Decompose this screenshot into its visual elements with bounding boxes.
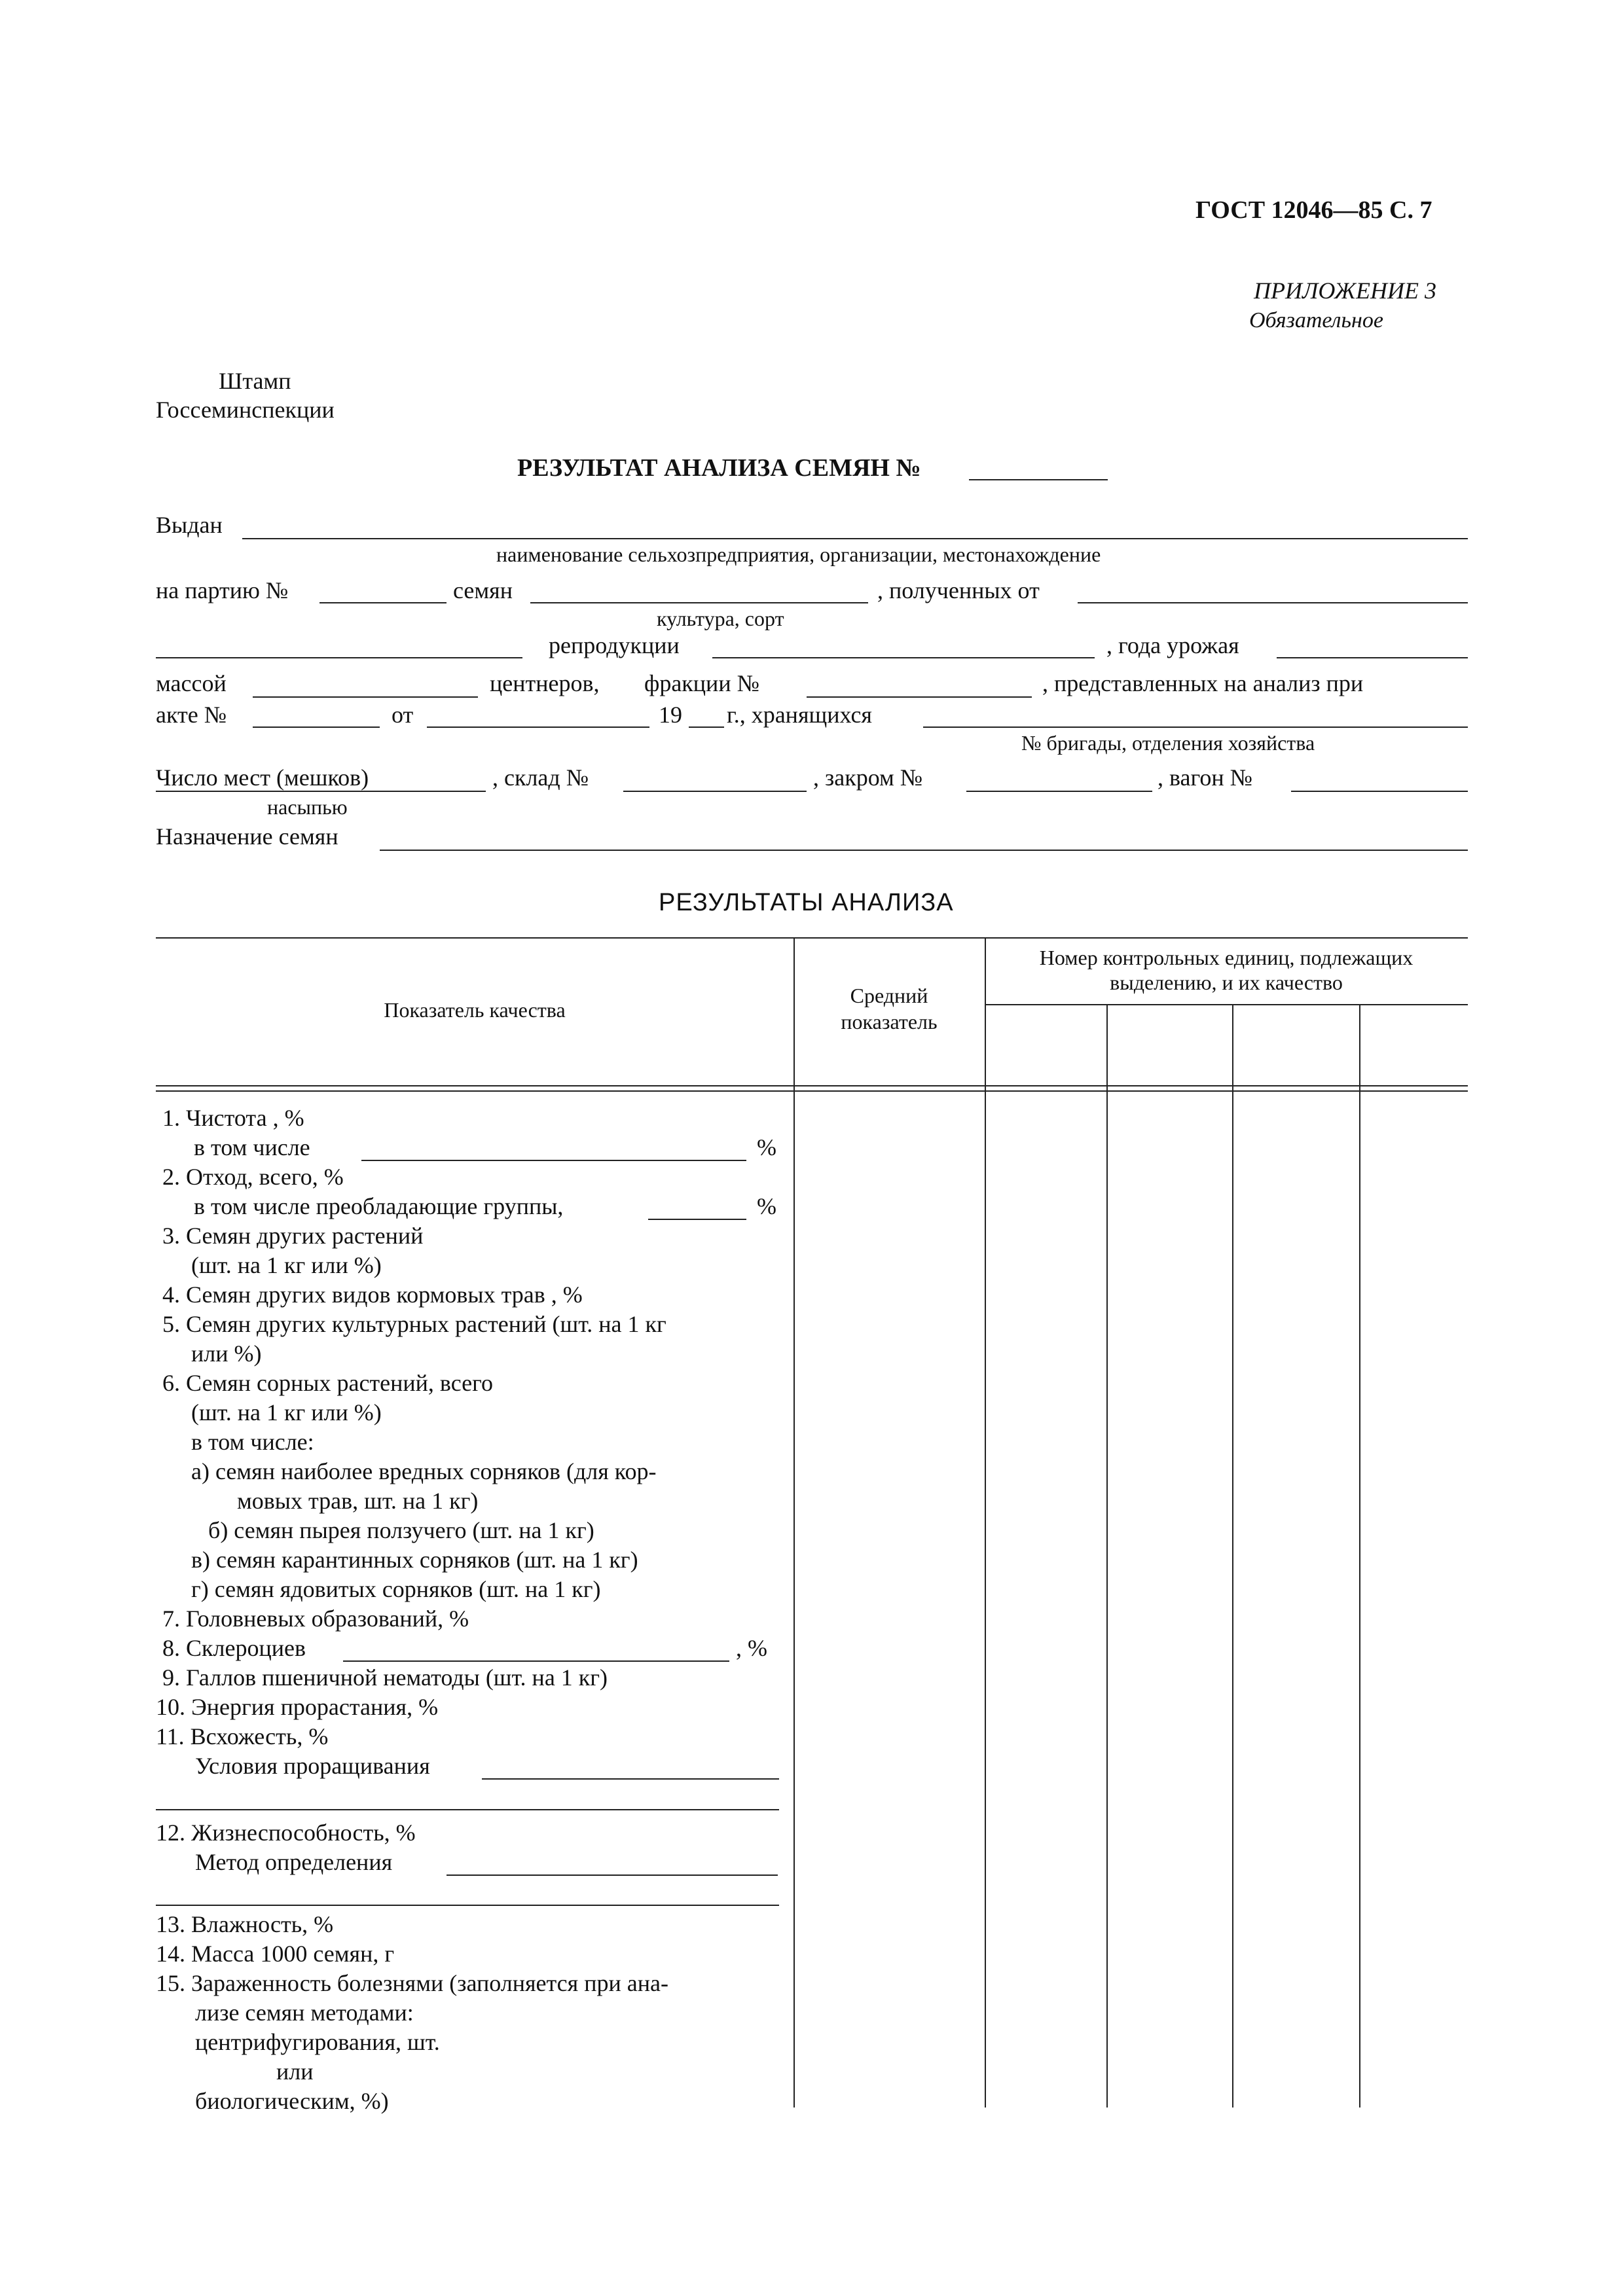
col-divider-unit-2 — [1232, 1004, 1233, 2108]
bulk-caption: насыпью — [267, 795, 348, 819]
row-germination-energy: 10. Энергия прорастания, % — [156, 1694, 439, 1720]
header-double-line-1 — [156, 1085, 1468, 1086]
row-disease-cont: лизе семян методами: — [195, 2000, 414, 2026]
year-prefix: 19 — [659, 702, 682, 728]
bin-field[interactable] — [966, 791, 1152, 792]
waste-sub-field[interactable] — [648, 1219, 746, 1220]
viability-method-field[interactable] — [447, 1874, 778, 1876]
row-viability: 12. Жизнеспособность, % — [156, 1820, 416, 1846]
table-top-border — [156, 937, 1468, 939]
page-title: РЕЗУЛЬТАТ АНАЛИЗА СЕМЯН № — [517, 454, 921, 482]
batch-label: на партию № — [156, 577, 289, 603]
stamp-org: Госсеминспекции — [156, 397, 335, 423]
issued-field[interactable] — [242, 538, 1468, 539]
col-divider-unit-1 — [1106, 1004, 1108, 2108]
culture-field[interactable] — [530, 602, 868, 603]
row-disease-or: или — [276, 2058, 314, 2085]
row-weeds-a-cont: мовых трав, шт. на 1 кг) — [237, 1488, 479, 1514]
row-purity-sub: в том числе — [194, 1134, 310, 1160]
harvest-year-label: , года урожая — [1106, 632, 1239, 658]
col-divider-units — [985, 937, 986, 2108]
row-purity: 1. Чистота , % — [162, 1105, 304, 1131]
culture-caption: культура, сорт — [657, 607, 784, 630]
year-field[interactable] — [689, 726, 724, 728]
mass-field[interactable] — [253, 696, 478, 698]
act-label: акте № — [156, 702, 227, 728]
col-divider-average — [793, 937, 795, 2108]
row-weeds-c: в) семян карантинных сорняков (шт. на 1 кг) — [191, 1547, 638, 1573]
col-header-average-1: Средний — [850, 984, 928, 1007]
header-double-line-2 — [156, 1090, 1468, 1092]
purpose-field[interactable] — [380, 850, 1468, 851]
from-label: от — [392, 702, 414, 728]
storage-field[interactable] — [923, 726, 1468, 728]
submitted-label: , представленных на анализ при — [1042, 670, 1364, 696]
appendix-label: ПРИЛОЖЕНИЕ 3 — [1254, 278, 1436, 304]
row-other-plants: 3. Семян других растений — [162, 1223, 424, 1249]
row-waste-sub: в том числе преобладающие группы, — [194, 1193, 564, 1219]
fraction-label: фракции № — [644, 670, 759, 696]
row-weeds-d: г) семян ядовитых сорняков (шт. на 1 кг) — [191, 1576, 601, 1602]
stored-label: г., хранящихся — [727, 702, 872, 728]
harvest-year-field[interactable] — [1277, 657, 1468, 658]
row-disease-centrifuge: центрифугирования, шт. — [195, 2029, 440, 2055]
mass-label: массой — [156, 670, 227, 696]
issued-caption: наименование сельхозпредприятия, организации, местонахождение — [496, 543, 1101, 566]
purity-sub-percent: % — [757, 1134, 776, 1160]
row-other-plants-unit: (шт. на 1 кг или %) — [191, 1252, 382, 1278]
received-from-field[interactable] — [1078, 602, 1468, 603]
reproduction-label: репродукции — [549, 632, 680, 658]
purity-sub-field[interactable] — [361, 1160, 746, 1161]
viability-extra-line[interactable] — [156, 1905, 779, 1906]
brigade-caption: № бригады, отделения хозяйства — [1021, 731, 1315, 755]
bin-label: , закром № — [813, 764, 923, 791]
mandatory-label: Обязательное — [1249, 308, 1383, 332]
row-weeds-b: б) семян пырея ползучего (шт. на 1 кг) — [208, 1517, 594, 1543]
units-subheader-line — [985, 1004, 1468, 1005]
fraction-field[interactable] — [807, 696, 1032, 698]
row-other-crops-unit: или %) — [191, 1340, 262, 1367]
row-other-forage: 4. Семян других видов кормовых трав , % — [162, 1282, 583, 1308]
row-weeds-a: а) семян наиболее вредных сорняков (для кор- — [191, 1458, 657, 1484]
warehouse-label: , склад № — [492, 764, 589, 791]
analysis-number-line[interactable] — [969, 479, 1108, 480]
row-weeds: 6. Семян сорных растений, всего — [162, 1370, 493, 1396]
places-label: Число мест (мешков) — [156, 764, 369, 791]
row-disease-biological: биологическим, %) — [195, 2088, 389, 2114]
row-waste: 2. Отход, всего, % — [162, 1164, 344, 1190]
waste-sub-percent: % — [757, 1193, 776, 1219]
germination-conditions-field[interactable] — [482, 1778, 779, 1780]
row-germination-conditions: Условия проращивания — [195, 1753, 430, 1779]
col-header-indicator: Показатель качества — [384, 998, 566, 1022]
row-other-crops: 5. Семян других культурных растений (шт. на 1 кг — [162, 1311, 666, 1337]
wagon-label: , вагон № — [1158, 764, 1252, 791]
col-header-average-2: показатель — [841, 1010, 938, 1033]
sclerotia-percent: , % — [736, 1635, 767, 1661]
row-galls: 9. Галлов пшеничной нематоды (шт. на 1 кг) — [162, 1664, 608, 1691]
row-sclerotia: 8. Склероциев — [162, 1635, 306, 1661]
germination-extra-line[interactable] — [156, 1809, 779, 1810]
col-divider-unit-3 — [1359, 1004, 1360, 2108]
row-weeds-including: в том числе: — [191, 1429, 314, 1455]
warehouse-field[interactable] — [623, 791, 807, 792]
centners-label: центнеров, — [490, 670, 600, 696]
batch-number-field[interactable] — [319, 602, 447, 603]
act-number-field[interactable] — [253, 726, 380, 728]
results-title: РЕЗУЛЬТАТЫ АНАЛИЗА — [659, 889, 954, 916]
received-from-label: , полученных от — [877, 577, 1040, 603]
purpose-label: Назначение семян — [156, 823, 338, 850]
row-moisture: 13. Влажность, % — [156, 1911, 334, 1937]
row-weeds-unit: (шт. на 1 кг или %) — [191, 1399, 382, 1426]
reproduction-field[interactable] — [712, 657, 1095, 658]
act-date-field[interactable] — [427, 726, 649, 728]
row-germination: 11. Всхожесть, % — [156, 1723, 329, 1749]
row-viability-method: Метод определения — [195, 1849, 393, 1875]
col-header-units-1: Номер контрольных единиц, подлежащих — [1039, 946, 1413, 969]
reproduction-prefix-field[interactable] — [156, 657, 522, 658]
gost-header: ГОСТ 12046—85 С. 7 — [1195, 196, 1432, 224]
row-thousand-seed-mass: 14. Масса 1000 семян, г — [156, 1941, 395, 1967]
sclerotia-field[interactable] — [343, 1660, 729, 1662]
row-disease: 15. Зараженность болезнями (заполняется при ана- — [156, 1970, 668, 1996]
stamp-label: Штамп — [219, 368, 291, 394]
seeds-label: семян — [453, 577, 513, 603]
issued-label: Выдан — [156, 512, 223, 538]
col-header-units-2: выделению, и их качество — [1110, 971, 1343, 994]
row-smut: 7. Головневых образований, % — [162, 1605, 469, 1632]
places-field[interactable] — [156, 791, 486, 792]
wagon-field[interactable] — [1291, 791, 1468, 792]
